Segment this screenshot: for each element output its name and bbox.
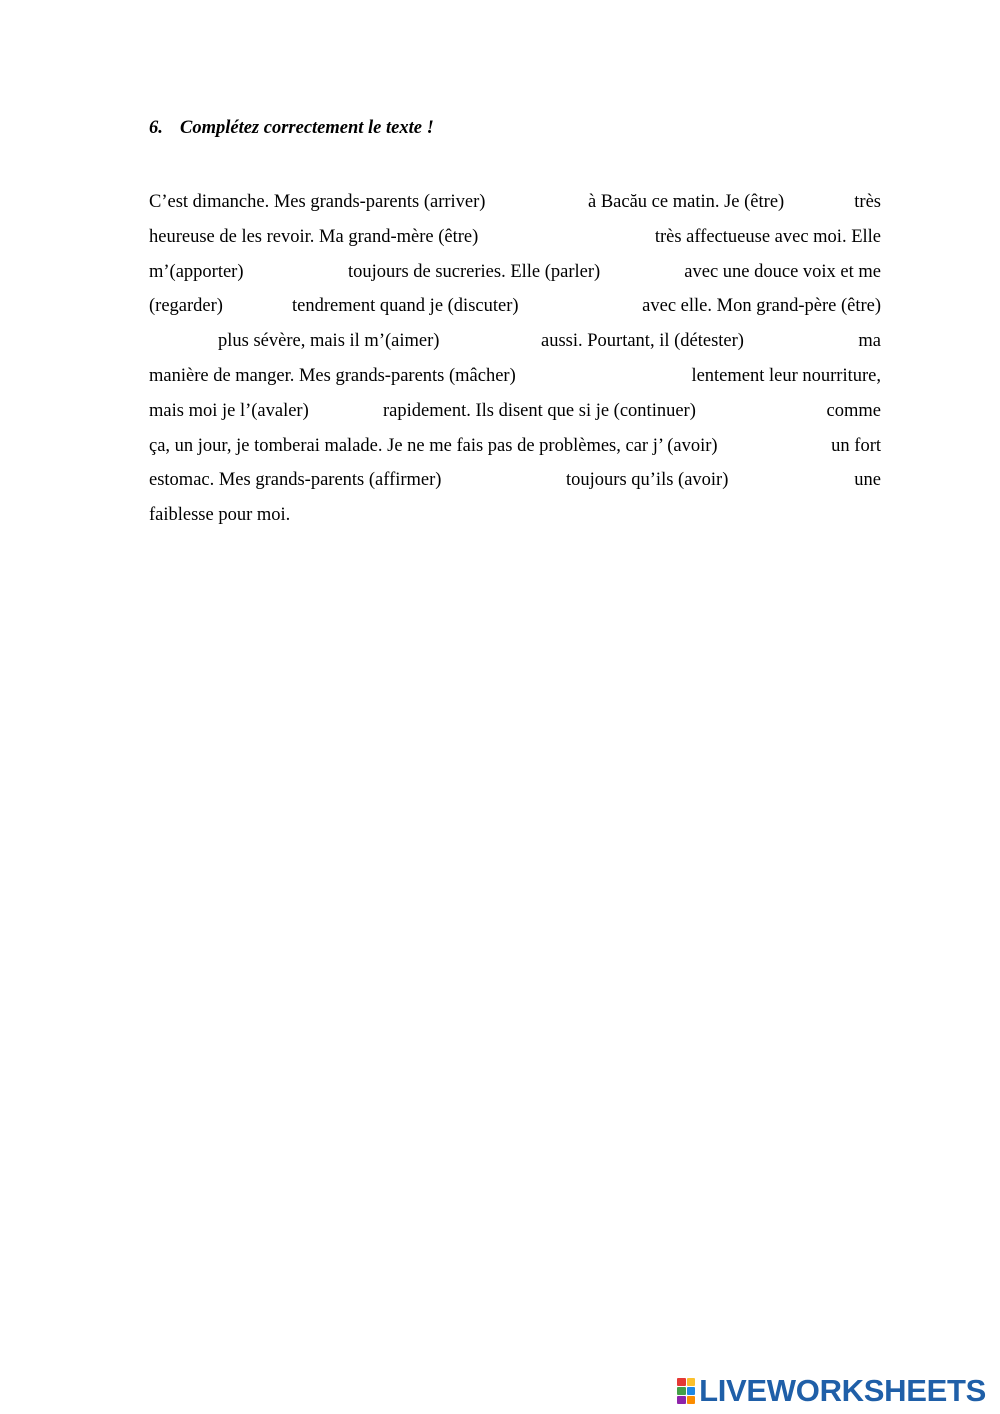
answer-blank-regarder[interactable] (235, 293, 291, 319)
text-segment: ma (858, 331, 881, 352)
answer-blank-arriver[interactable] (517, 189, 587, 215)
logo-text: LIVEWORKSHEETS (699, 1373, 986, 1408)
answer-blank-avaler[interactable] (325, 398, 381, 424)
logo-square (677, 1378, 686, 1386)
text-segment: toujours qu’ils (avoir) (566, 470, 729, 491)
answer-blank-etre-3[interactable] (149, 328, 215, 354)
text-line (149, 324, 881, 359)
text-line (149, 185, 881, 220)
text-segment: tendrement quand je (discuter) (292, 296, 519, 317)
text-segment: C’est dimanche. Mes grands-parents (arriver) (149, 192, 486, 212)
text-segment: un fort (831, 435, 881, 456)
text-line (149, 394, 881, 429)
logo-square (677, 1396, 686, 1404)
text-line (149, 289, 881, 324)
answer-blank-etre-2[interactable] (531, 224, 619, 250)
text-segment: très affectueuse avec moi. Elle (654, 226, 881, 247)
text-segment: estomac. Mes grands-parents (affirmer) (149, 470, 442, 491)
answer-blank-detester[interactable] (777, 328, 849, 354)
logo-square (687, 1378, 696, 1386)
logo-square (677, 1387, 686, 1395)
text-segment: lentement leur nourriture, (691, 365, 881, 386)
answer-blank-avoir-2[interactable] (749, 467, 845, 493)
exercise-number: 6. (149, 118, 163, 138)
text-segment: avec elle. Mon grand-père (être) (642, 296, 881, 317)
liveworksheets-logo-icon (677, 1378, 695, 1404)
text-segment: à Bacău ce matin. Je (être) (588, 192, 785, 212)
answer-blank-continuer[interactable] (723, 398, 819, 424)
text-line (149, 463, 881, 498)
logo-square (687, 1387, 696, 1395)
text-segment: rapidement. Ils disent que si je (continuer) (383, 400, 696, 421)
text-segment: plus sévère, mais il m’(aimer) (218, 331, 440, 352)
text-segment: heureuse de les revoir. Ma grand-mère (être) (149, 226, 479, 247)
exercise-heading (149, 118, 434, 139)
text-segment: m’(apporter) (149, 261, 244, 282)
text-segment: ça, un jour, je tomberai malade. Je ne me fais pas de problèmes, car j’ (avoir) (149, 435, 718, 456)
answer-blank-etre-1[interactable] (804, 189, 852, 215)
text-segment: mais moi je l’(avaler) (149, 400, 309, 421)
text-line (149, 429, 881, 464)
answer-blank-discuter[interactable] (544, 293, 616, 319)
answer-blank-avoir-1[interactable] (781, 433, 825, 459)
text-segment: très (854, 192, 881, 212)
text-segment: manière de manger. Mes grands-parents (mâcher) (149, 365, 516, 386)
answer-blank-aimer[interactable] (470, 328, 538, 354)
text-segment: comme (826, 400, 881, 421)
answer-blank-affirmer[interactable] (475, 467, 563, 493)
text-segment: aussi. Pourtant, il (détester) (541, 331, 744, 352)
text-segment: (regarder) (149, 296, 223, 317)
exercise-title: Complétez correctement le texte ! (180, 118, 434, 138)
text-segment: une (854, 470, 881, 491)
text-segment: avec une douce voix et me (684, 261, 881, 282)
answer-blank-parler[interactable] (632, 259, 662, 285)
answer-blank-macher[interactable] (559, 363, 669, 389)
answer-blank-apporter[interactable] (257, 259, 347, 285)
exercise-text (149, 185, 881, 533)
liveworksheets-logo (677, 1374, 986, 1408)
text-line (149, 359, 881, 394)
text-line (149, 255, 881, 290)
text-line (149, 498, 881, 533)
text-line (149, 220, 881, 255)
logo-square (687, 1396, 696, 1404)
text-segment: faiblesse pour moi. (149, 505, 291, 526)
text-segment: toujours de sucreries. Elle (parler) (348, 261, 601, 282)
